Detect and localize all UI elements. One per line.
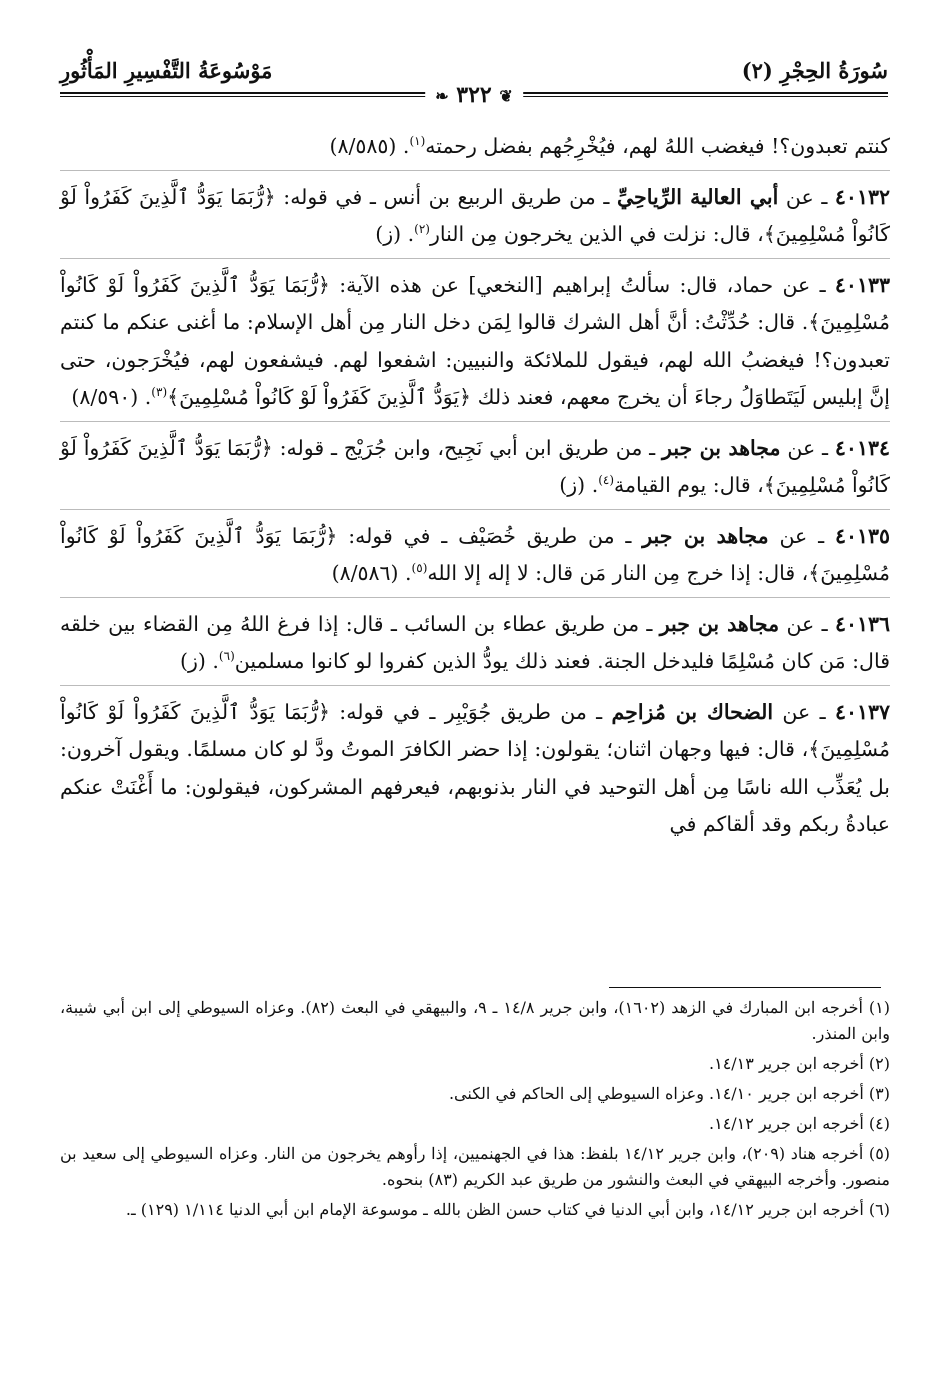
entry: [60, 694, 890, 844]
entry-prefix: ـ عن: [778, 184, 835, 209]
main-text: [60, 128, 890, 844]
entry-number: ٤٠١٣٤: [834, 435, 890, 460]
footnote: (٣) أخرجه ابن جرير ١٤/١٠. وعزاه السيوطي إلى الحاكم في الكنى.: [448, 1084, 890, 1103]
reference: . (ز): [179, 649, 219, 673]
narrator-name: مجاهد بن جبر: [662, 435, 781, 460]
footnote: (٢) أخرجه ابن جرير ١٤/١٣.: [709, 1054, 890, 1073]
entry-prefix: ـ عن: [768, 523, 835, 548]
footnote-marker: (٥): [411, 561, 428, 576]
entry-number: ٤٠١٣٥: [834, 523, 890, 548]
entry-separator: [60, 421, 890, 422]
ornament-icon: ❦: [499, 86, 513, 106]
entry-text: ـ من طريق جُوَيْبِر ـ في قوله: ﴿رُّبَمَا يَوَدُّ ٱلَّذِينَ كَفَرُواْ لَوْ كَانُواْ مُسْلِمِينَ﴾، قال: فيها وجهان اثنان؛ يقولون: إذا حضر الكافرَ الموتُ ودَّ لو كان مسلمًا. ويقول آخرون: بل يُعَذِّب الله ناسًا مِن أهل التوحيد في النار بذنوبهم، فيعرفهم المشركون، فيقولون: ما أَغْنَتْ عنكم عبادةُ ربكم وقد ألقاكم في: [60, 699, 890, 836]
entry-text: ـ من طريق عطاء بن السائب ـ قال: إذا فرغ اللهُ مِن القضاء بين خلقه قال: مَن كان مُسْلِمًا فليدخل الجنة. فعند ذلك يودُّ الذين كفروا لو كانوا مسلمين: [60, 611, 890, 673]
surah-title: سُورَةُ الحِجْرِ (٢): [741, 58, 888, 83]
footnote-marker: (٢): [414, 222, 430, 237]
narrator-name: مجاهد بن جبر: [659, 611, 780, 636]
entry-separator: [60, 685, 890, 686]
footnote-marker: (٣): [151, 385, 168, 400]
footnote-marker: (٤): [598, 473, 615, 488]
entry: [60, 430, 890, 505]
footnote: (١) أخرجه ابن المبارك في الزهد (١٦٠٢)، وابن جرير ١٤/٨ ـ ٩، والبيهقي في البعث (٨٢). وعزاه السيوطي إلى ابن أبي شيبة، وابن المنذر.: [60, 998, 890, 1043]
entry: [60, 518, 890, 593]
entry-prefix: ـ: [810, 272, 835, 297]
book-title: مَوْسُوعَةُ التَّفْسِيرِ المَأْثُورِ: [60, 58, 273, 83]
entry: [60, 179, 890, 254]
reference: . (٨/٥٩٠): [71, 385, 152, 409]
narrator-name: مجاهد بن جبر: [642, 523, 769, 548]
entry-separator: [60, 509, 890, 510]
entry-number: ٤٠١٣٧: [834, 699, 890, 724]
entry-separator: [60, 170, 890, 171]
footnote: (٦) أخرجه ابن جرير ١٤/١٢، وابن أبي الدنيا في كتاب حسن الظن بالله ـ موسوعة الإمام ابن أبي الدنيا ١/١١٤ (١٢٩) ـ.: [125, 1200, 890, 1219]
narrator-name: أبي العالية الرِّياحِيِّ: [616, 184, 779, 209]
page-number: ٣٢٢: [456, 82, 492, 108]
footnote: (٥) أخرجه هناد (٢٠٩)، وابن جرير ١٤/١٢ بلفظ: هذا في الجهنميين، إذا رأوهم يخرجون من النار. وعزاه السيوطي إلى سعيد بن منصور. وأخرجه البيهقي في البعث والنشور من طريق عبد الكريم (٨٣) بنحوه.: [60, 1144, 891, 1189]
entry-prefix: ـ عن: [779, 611, 835, 636]
reference: . (٨/٥٨٥): [329, 134, 410, 158]
entry-prefix: ـ عن: [773, 699, 835, 724]
footnote: (٤) أخرجه ابن جرير ١٤/١٢.: [709, 1114, 890, 1133]
paragraph-text: كنتم تعبدون؟! فيغضب اللهُ لهم، فيُخْرِجُهم بفضل رحمته: [425, 134, 890, 158]
narrator-name: الضحاك بن مُزاحِم: [611, 699, 774, 724]
ornament-icon: ❧: [435, 86, 449, 106]
entry-text: ـ من طريق خُصَيْف ـ في قوله: ﴿رُّبَمَا يَوَدُّ ٱلَّذِينَ كَفَرُواْ لَوْ كَانُواْ مُسْلِمِينَ﴾، قال: إذا خرج مِن النار مَن قال: لا إله إلا الله: [60, 523, 890, 585]
entry: [60, 267, 890, 417]
paragraph: [60, 128, 890, 166]
entry-number: ٤٠١٣٣: [834, 272, 890, 297]
entry-text: ـ من طريق ابن أبي نَجِيح، وابن جُرَيْج ـ قوله: ﴿رُّبَمَا يَوَدُّ ٱلَّذِينَ كَفَرُواْ لَوْ كَانُواْ مُسْلِمِينَ﴾، قال: يوم القيامة: [60, 435, 890, 497]
entry-number: ٤٠١٣٢: [834, 184, 890, 209]
entry-prefix: ـ عن: [780, 435, 835, 460]
reference: . (ز): [375, 222, 415, 246]
footnotes: [60, 995, 890, 1227]
footnote-marker: (١): [409, 134, 426, 149]
reference: . (٨/٥٨٦): [331, 561, 412, 585]
entry-separator: [60, 597, 890, 598]
reference: . (ز): [559, 473, 599, 497]
entry-separator: [60, 258, 890, 259]
entry: [60, 606, 890, 681]
footnote-marker: (٦): [218, 649, 235, 664]
entry-text: ـ من طريق الربيع بن أنس ـ في قوله: ﴿رُّبَمَا يَوَدُّ ٱلَّذِينَ كَفَرُواْ لَوْ كَانُواْ مُسْلِمِينَ﴾، قال: نزلت في الذين يخرجون مِن النار: [60, 184, 890, 246]
entry-number: ٤٠١٣٦: [834, 611, 890, 636]
page-number-box: [425, 82, 523, 108]
page-header: [60, 52, 888, 108]
entry-text: عن حماد، قال: سألتُ إبراهيم [النخعي] عن هذه الآية: ﴿رُّبَمَا يَوَدُّ ٱلَّذِينَ كَفَرُواْ لَوْ كَانُواْ مُسْلِمِينَ﴾. قال: حُدِّثْتُ: أنَّ أهل الشرك قالوا لِمَن دخل النار مِن أهل الإسلام: ما أغنى عنكم ما كنتم تعبدون؟! فيغضبُ الله لهم، فيقول للملائكة والنبيين: اشفعوا لهم. فيشفعون لهم، فيُخْرَجون، حتى إنَّ إبليس لَيَتَطاوَلُ رجاءَ أن يخرج معهم، فعند ذلك ﴿يَوَدُّ ٱلَّذِينَ كَفَرُواْ لَوْ كَانُواْ مُسْلِمِينَ﴾: [60, 272, 890, 409]
footnote-rule: [609, 987, 881, 988]
